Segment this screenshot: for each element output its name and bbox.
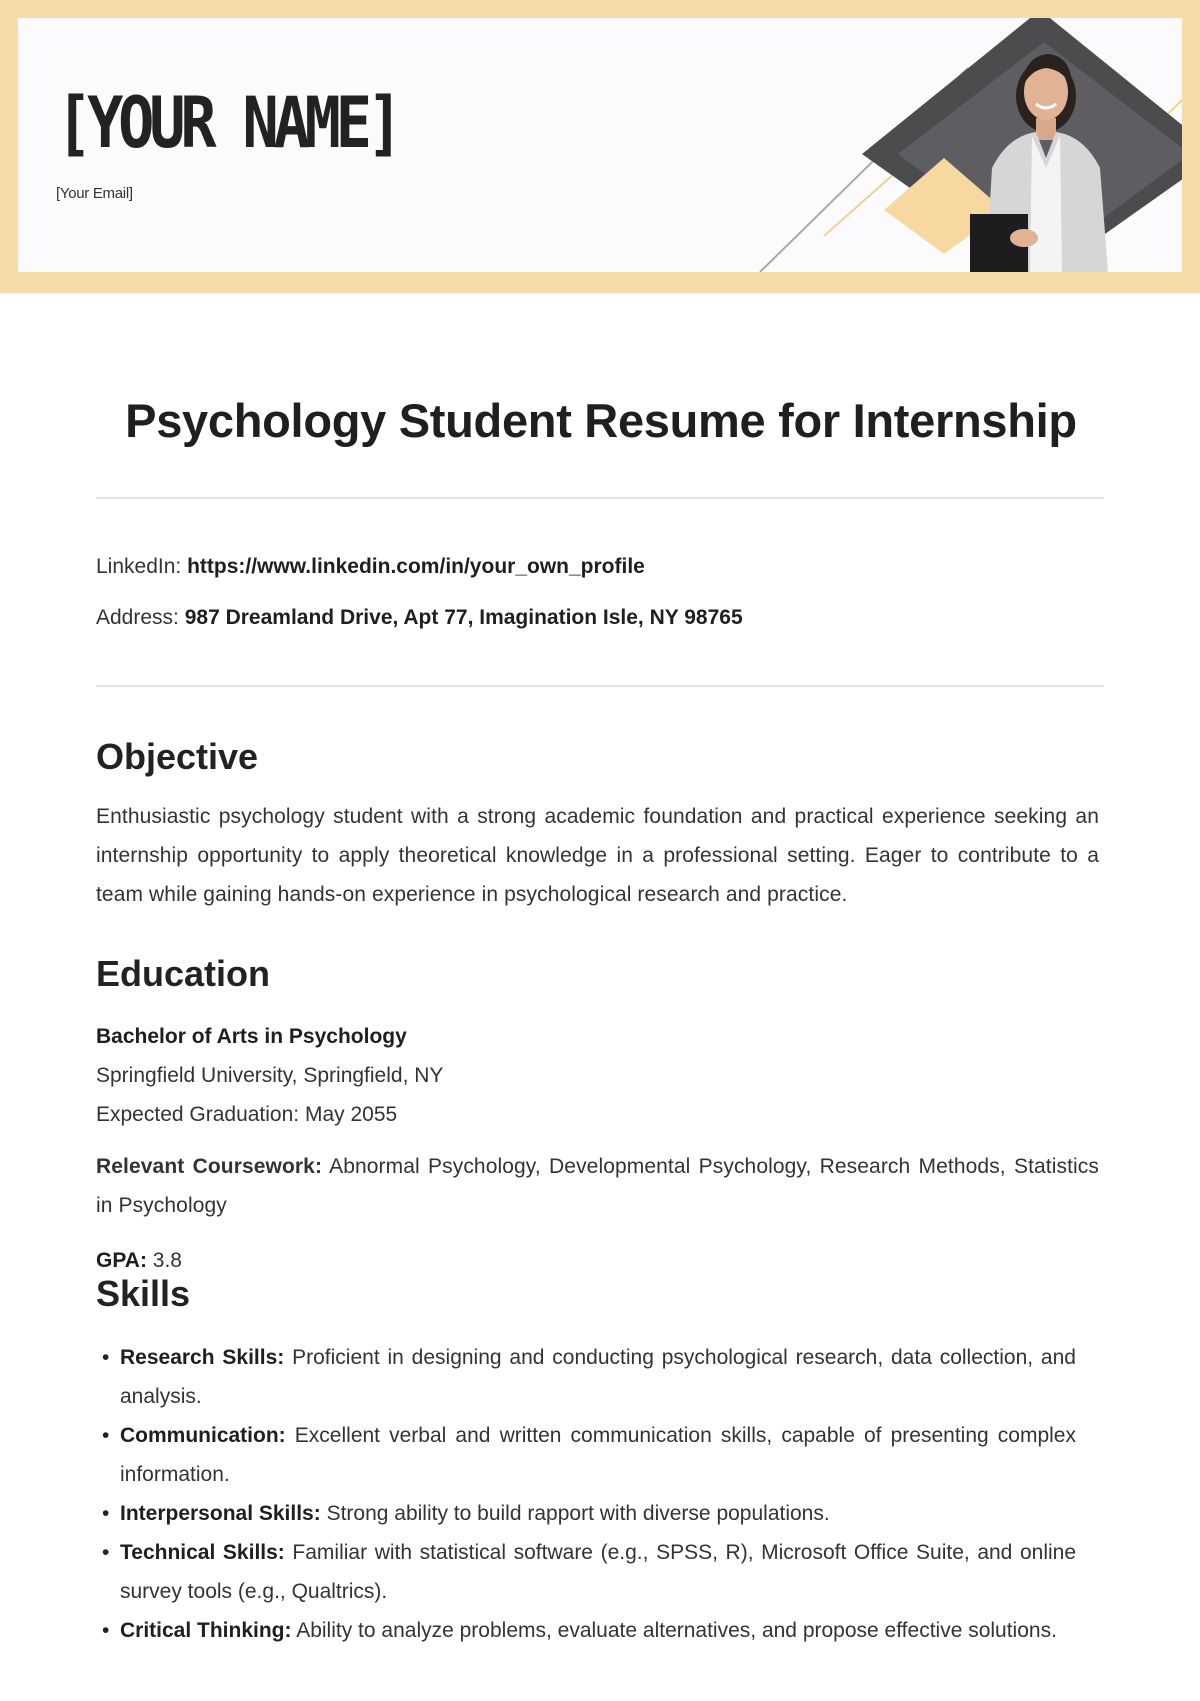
graduation: Expected Graduation: May 2055	[96, 1103, 398, 1126]
address-label: Address:	[96, 606, 179, 629]
divider	[96, 685, 1104, 687]
skill-label: Research Skills:	[120, 1346, 285, 1369]
skill-label: Interpersonal Skills:	[120, 1502, 321, 1525]
candidate-email: [Your Email]	[56, 185, 133, 202]
coursework-value: Abnormal Psychology, Developmental Psychology, Research Methods, Statistics in Psychology	[96, 1155, 1099, 1217]
coursework-label: Relevant Coursework:	[96, 1155, 323, 1178]
gpa-value: 3.8	[152, 1249, 182, 1272]
list-item	[96, 1533, 1076, 1611]
skills-heading: Skills	[96, 1273, 191, 1314]
gpa-label: GPA:	[96, 1249, 147, 1272]
list-item	[96, 1338, 1076, 1416]
school: Springfield University, Springfield, NY	[96, 1064, 444, 1087]
candidate-name: [YOUR NAME]	[56, 82, 398, 164]
skill-label: Communication:	[120, 1424, 286, 1447]
list-item	[96, 1494, 1076, 1533]
skill-text: Familiar with statistical software (e.g., SPSS, R), Microsoft Office Suite, and online survey tools (e.g., Qualtrics).	[120, 1541, 1077, 1603]
skill-text: Excellent verbal and written communication skills, capable of presenting complex information.	[120, 1424, 1076, 1486]
document-title: Psychology Student Resume for Internship	[125, 394, 1077, 447]
skill-label: Critical Thinking:	[120, 1619, 292, 1642]
skill-label: Technical Skills:	[120, 1541, 285, 1564]
coursework	[96, 1147, 1099, 1225]
skills-list	[96, 1338, 1076, 1650]
list-item	[96, 1416, 1076, 1494]
header-decoration	[18, 18, 1182, 272]
linkedin-line	[96, 555, 645, 579]
objective-heading: Objective	[96, 736, 259, 777]
header-banner	[0, 0, 1200, 293]
linkedin-label: LinkedIn:	[96, 555, 182, 578]
address-value: 987 Dreamland Drive, Apt 77, Imagination Isle, NY 98765	[184, 606, 743, 629]
gpa	[96, 1249, 182, 1273]
linkedin-link[interactable]: https://www.linkedin.com/in/your_own_profile	[187, 555, 645, 578]
divider	[96, 497, 1104, 499]
header-panel	[18, 18, 1182, 272]
list-item	[96, 1611, 1076, 1650]
education-heading: Education	[96, 953, 271, 994]
degree-title: Bachelor of Arts in Psychology	[96, 1025, 407, 1048]
objective-text: Enthusiastic psychology student with a strong academic foundation and practical experience seeking an internship opportunity to apply theoretical knowledge in a professional setting. Eager to contribute to a team while gaining hands-on experience in psychological research and practice.	[96, 805, 1099, 906]
skill-text: Proficient in designing and conducting psychological research, data collection, and analysis.	[120, 1346, 1076, 1408]
skill-text: Strong ability to build rapport with diverse populations.	[326, 1502, 830, 1525]
degree	[96, 1025, 407, 1049]
address-line	[96, 606, 743, 630]
skill-text: Ability to analyze problems, evaluate alternatives, and propose effective solutions.	[296, 1619, 1057, 1642]
